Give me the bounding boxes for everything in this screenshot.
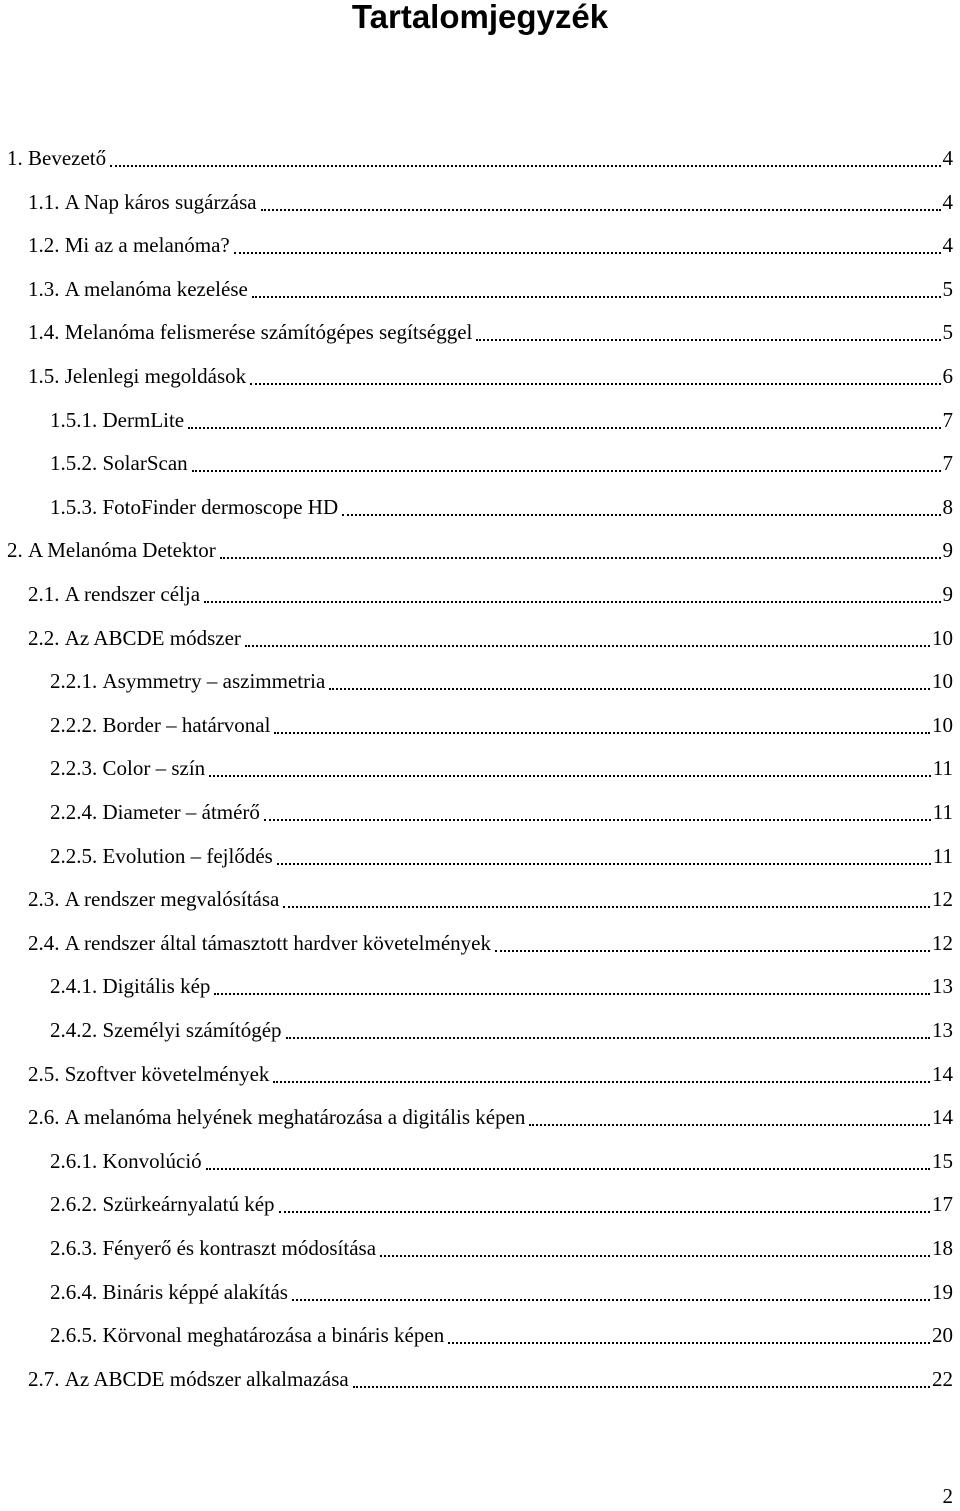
toc-dot-leader xyxy=(206,1168,930,1170)
toc-dot-leader xyxy=(214,993,930,995)
toc-entry-label: Szoftver követelmények xyxy=(64,1061,270,1086)
toc-entry-label: Bevezető xyxy=(28,146,107,170)
toc-entry-page: 9 xyxy=(942,538,953,563)
toc-dot-leader xyxy=(448,1342,930,1344)
toc-dot-leader xyxy=(250,383,940,385)
toc-dot-leader xyxy=(495,950,930,952)
toc-dot-leader xyxy=(476,339,940,341)
toc-entry-number: 2.2.1. xyxy=(50,669,98,694)
toc-entry-page: 9 xyxy=(942,582,953,606)
toc-entry-page: 4 xyxy=(942,233,953,258)
toc-entry[interactable] xyxy=(50,750,953,786)
toc-dot-leader xyxy=(274,732,930,734)
toc-entry[interactable] xyxy=(50,1317,953,1353)
toc-dot-leader xyxy=(353,1386,930,1388)
toc-entry[interactable] xyxy=(28,925,953,961)
toc-entry-label: A melanóma helyének meghatározása a digitális képen xyxy=(64,1105,526,1130)
toc-dot-leader xyxy=(188,427,940,429)
toc-entry-page: 8 xyxy=(942,494,953,519)
toc-entry-page: 12 xyxy=(932,887,953,912)
toc-entry-label: Személyi számítógép xyxy=(102,1018,282,1042)
toc-entry-page: 4 xyxy=(942,189,953,214)
toc-entry-label: A rendszer megvalósítása xyxy=(64,887,280,912)
toc-entry-number: 2.5. xyxy=(28,1061,60,1086)
toc-entry-page: 10 xyxy=(932,669,953,694)
toc-entry-page: 10 xyxy=(932,712,953,737)
toc-entry-number: 2.7. xyxy=(28,1366,60,1391)
toc-dot-leader xyxy=(209,775,931,777)
toc-entry-number: 2.6.3. xyxy=(50,1236,98,1260)
toc-dot-leader xyxy=(204,601,940,603)
toc-entry-page: 17 xyxy=(932,1192,953,1217)
toc-entry-label: Color – szín xyxy=(102,756,206,781)
toc-entry-page: 13 xyxy=(932,1018,953,1042)
toc-entry-number: 2. xyxy=(7,538,23,563)
toc-entry-number: 2.4. xyxy=(28,930,60,955)
toc-entry-number: 2.1. xyxy=(28,582,60,606)
toc-entry[interactable] xyxy=(28,358,953,394)
toc-entry-page: 13 xyxy=(932,974,953,999)
toc-entry[interactable] xyxy=(50,402,953,438)
toc-dot-leader xyxy=(192,470,941,472)
toc-entry-label: Digitális kép xyxy=(102,974,211,999)
toc-entry-page: 22 xyxy=(932,1366,953,1391)
toc-entry-page: 5 xyxy=(942,276,953,301)
toc-dot-leader xyxy=(220,557,941,559)
toc-entry-label: Evolution – fejlődés xyxy=(102,843,273,868)
toc-entry-label: FotoFinder dermoscope HD xyxy=(102,494,339,519)
toc-entry-page: 12 xyxy=(932,930,953,955)
toc-entry-label: Konvolúció xyxy=(102,1148,202,1173)
toc-entry[interactable] xyxy=(28,314,953,350)
toc-entry-page: 11 xyxy=(932,756,953,781)
toc-entry[interactable] xyxy=(28,271,953,307)
toc-entry-page: 14 xyxy=(932,1105,953,1130)
toc-dot-leader xyxy=(279,1211,930,1213)
toc-dot-leader xyxy=(277,863,931,865)
toc-dot-leader xyxy=(264,819,931,821)
toc-entry-number: 2.2.2. xyxy=(50,712,98,737)
toc-entry-number: 1.5.1. xyxy=(50,407,98,432)
toc-entry-label: A rendszer célja xyxy=(64,582,201,606)
toc-entry-label: Fényerő és kontraszt módosítása xyxy=(102,1236,377,1260)
toc-entry-label: Az ABCDE módszer alkalmazása xyxy=(64,1366,349,1391)
toc-entry-number: 1.5. xyxy=(28,364,60,388)
toc-entry-number: 1.3. xyxy=(28,276,60,301)
toc-entry-label: SolarScan xyxy=(102,451,188,476)
toc-entry-label: Bináris képpé alakítás xyxy=(102,1279,288,1304)
toc-entry-label: Jelenlegi megoldások xyxy=(64,364,247,388)
toc-entry[interactable] xyxy=(28,620,953,656)
toc-entry[interactable] xyxy=(50,1012,953,1048)
toc-entry-number: 2.2. xyxy=(28,625,60,650)
toc-entry[interactable] xyxy=(50,1186,953,1222)
toc-entry-page: 20 xyxy=(932,1323,953,1348)
toc-entry[interactable] xyxy=(50,1274,953,1310)
toc-entry-label: A rendszer által támasztott hardver követelmények xyxy=(64,930,491,955)
toc-dot-leader xyxy=(292,1299,930,1301)
toc-dot-leader xyxy=(283,906,930,908)
toc-entry-number: 2.6. xyxy=(28,1105,60,1130)
toc-entry-label: Mi az a melanóma? xyxy=(64,233,230,258)
toc-entry-number: 2.4.2. xyxy=(50,1018,98,1042)
toc-entry-number: 2.2.3. xyxy=(50,756,98,781)
toc-dot-leader xyxy=(261,209,941,211)
toc-entry-page: 6 xyxy=(942,364,953,388)
toc-entry-label: Melanóma felismerése számítógépes segítséggel xyxy=(64,320,473,345)
toc-entry[interactable] xyxy=(28,227,953,263)
toc-dot-leader xyxy=(252,296,941,298)
toc-entry-label: Körvonal meghatározása a bináris képen xyxy=(102,1323,445,1348)
toc-entry-number: 2.2.4. xyxy=(50,800,98,824)
toc-entry-label: Diameter – átmérő xyxy=(102,800,260,824)
toc-entry-page: 15 xyxy=(932,1148,953,1173)
toc-entry-number: 2.6.4. xyxy=(50,1279,98,1304)
toc-dot-leader xyxy=(529,1124,930,1126)
toc-entry[interactable] xyxy=(50,663,953,699)
page-title: Tartalomjegyzék xyxy=(351,0,609,35)
toc-entry-label: DermLite xyxy=(102,407,185,432)
toc-entry-number: 1.1. xyxy=(28,189,60,214)
toc-entry[interactable] xyxy=(50,489,953,525)
toc-entry-page: 4 xyxy=(942,146,953,170)
toc-entry-label: A Melanóma Detektor xyxy=(28,538,216,563)
toc-entry-label: Szürkeárnyalatú kép xyxy=(102,1192,275,1217)
toc-entry-number: 1.5.3. xyxy=(50,494,98,519)
toc-entry-label: A Nap káros sugárzása xyxy=(64,189,257,214)
toc-dot-leader xyxy=(329,688,930,690)
toc-entry-number: 2.2.5. xyxy=(50,843,98,868)
toc-entry-label: A melanóma kezelése xyxy=(64,276,248,301)
toc-entry-number: 2.6.1. xyxy=(50,1148,98,1173)
toc-entry-page: 10 xyxy=(932,625,953,650)
toc-entry[interactable] xyxy=(50,445,953,481)
toc-entry-label: Az ABCDE módszer xyxy=(64,625,241,650)
toc-entry-page: 7 xyxy=(942,407,953,432)
toc-dot-leader xyxy=(273,1081,930,1083)
toc-entry-number: 1. xyxy=(7,146,23,170)
toc-entry[interactable] xyxy=(50,838,953,874)
toc-dot-leader xyxy=(380,1255,930,1257)
toc-entry[interactable] xyxy=(50,794,953,830)
toc-entry-number: 2.6.5. xyxy=(50,1323,98,1348)
toc-entry-number: 2.4.1. xyxy=(50,974,98,999)
toc-entry[interactable] xyxy=(28,1099,953,1135)
toc-entry-label: Asymmetry – aszimmetria xyxy=(102,669,326,694)
toc-entry-page: 11 xyxy=(932,843,953,868)
toc-entry-page: 19 xyxy=(932,1279,953,1304)
toc-entry-number: 1.5.2. xyxy=(50,451,98,476)
toc-dot-leader xyxy=(110,165,940,167)
toc-entry[interactable] xyxy=(28,576,953,612)
toc-entry-number: 2.3. xyxy=(28,887,60,912)
toc-entry[interactable] xyxy=(28,184,953,220)
toc-entry-label: Border – határvonal xyxy=(102,712,271,737)
toc-entry-number: 1.4. xyxy=(28,320,60,345)
toc-entry-page: 14 xyxy=(932,1061,953,1086)
toc-entry-page: 7 xyxy=(942,451,953,476)
toc-entry[interactable] xyxy=(7,532,953,568)
toc-dot-leader xyxy=(342,514,940,516)
toc-dot-leader xyxy=(286,1037,930,1039)
toc-entry[interactable] xyxy=(28,1056,953,1092)
toc-entry-number: 1.2. xyxy=(28,233,60,258)
toc-entry[interactable] xyxy=(50,1230,953,1266)
toc-dot-leader xyxy=(245,645,930,647)
toc-entry-page: 18 xyxy=(932,1236,953,1260)
toc-entry-page: 5 xyxy=(942,320,953,345)
toc-entry-page: 11 xyxy=(932,800,953,824)
toc-entry[interactable] xyxy=(50,1143,953,1179)
toc-entry[interactable] xyxy=(7,140,953,176)
toc-entry[interactable] xyxy=(50,968,953,1004)
toc-entry[interactable] xyxy=(28,1361,953,1397)
toc-entry-number: 2.6.2. xyxy=(50,1192,98,1217)
toc-entry[interactable] xyxy=(50,707,953,743)
toc-entry[interactable] xyxy=(28,881,953,917)
page-number: 2 xyxy=(942,1484,953,1508)
toc-dot-leader xyxy=(234,252,941,254)
